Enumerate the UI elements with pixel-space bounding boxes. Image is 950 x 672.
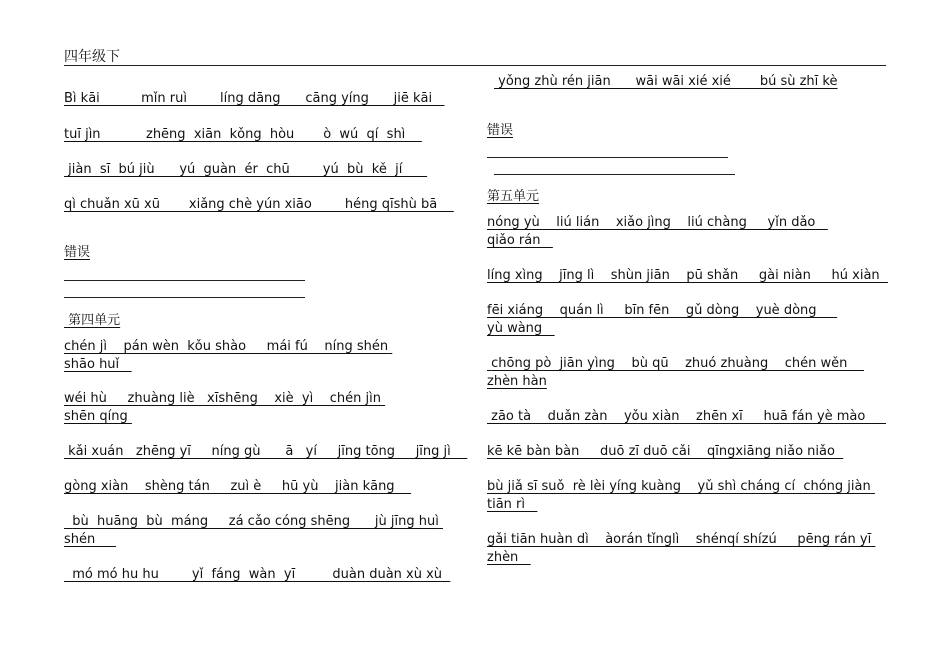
left-blank-1 <box>64 280 305 281</box>
unit4-line-3: kǎi xuán zhēng yī níng gù ā yí jīng tōng jīng jì <box>64 444 468 459</box>
unit4-line-4: gòng xiàn shèng tán zuì è hū yù jiàn kāng <box>64 479 412 494</box>
unit5-line-1: nóng yù liú lián xiǎo jìng liú chàng yǐn dǎo qiǎo rán <box>487 215 828 248</box>
unit5-line-8: gǎi tiān huàn dì àorán tǐnglì shénqí shízú pēng rán yī zhèn <box>487 532 876 565</box>
title-rule <box>64 65 886 66</box>
left-line-1: Bì kāi mǐn ruì líng dāng cāng yíng jiē kāi <box>64 91 445 106</box>
unit5-line-3: fēi xiáng quán lì bīn fēn gǔ dòng yuè dòng yù wàng <box>487 303 838 336</box>
unit4-line-2: wéi hù zhuàng liè xīshēng xiè yì chén jìn shēn qíng <box>64 391 386 424</box>
unit4-line-1: chén jì pán wèn kǒu shào mái fú níng shén shāo huǐ <box>64 339 393 372</box>
left-error-label: 错误 <box>64 245 91 260</box>
left-blank-2 <box>64 297 305 298</box>
unit4-line-6: mó mó hu hu yǐ fáng wàn yī duàn duàn xù xù <box>64 567 451 582</box>
left-line-3: jiàn sī bú jiù yú guàn ér chū yú bù kě jí <box>64 162 428 177</box>
right-blank-2 <box>494 174 735 175</box>
unit5-title: 第五单元 <box>487 189 540 204</box>
unit5-line-2: líng xìng jīng lì shùn jiān pū shǎn gài niàn hú xiàn <box>487 268 888 283</box>
unit5-line-5: zāo tà duǎn zàn yǒu xiàn zhēn xī huā fán yè mào <box>487 409 887 424</box>
unit5-line-6: kē kē bàn bàn duō zī duō cǎi qīngxiāng niǎo niǎo <box>487 444 844 459</box>
left-line-4: qì chuǎn xū xū xiǎng chè yún xiāo héng qīshù bā <box>64 197 454 212</box>
left-line-2: tuī jìn zhēng xiān kǒng hòu ò wú qí shì <box>64 127 422 142</box>
right-error-label: 错误 <box>487 123 514 138</box>
right-top-line: yǒng zhù rén jiān wāi wāi xié xié bú sù zhī kè <box>494 74 838 89</box>
unit4-line-5: bù huāng bù máng zá cǎo cóng shēng jù jīng huì shén <box>64 514 443 547</box>
unit4-title: 第四单元 <box>64 313 121 328</box>
unit5-line-4: chōng pò jiān yìng bù qū zhuó zhuàng chén wěn zhèn hàn <box>487 356 864 389</box>
page-title: 四年级下 <box>64 49 120 65</box>
unit5-line-7: bù jiǎ sī suǒ rè lèi yíng kuàng yǔ shì cháng cí chóng jiàn tiān rì <box>487 479 875 512</box>
right-blank-1 <box>487 157 728 158</box>
